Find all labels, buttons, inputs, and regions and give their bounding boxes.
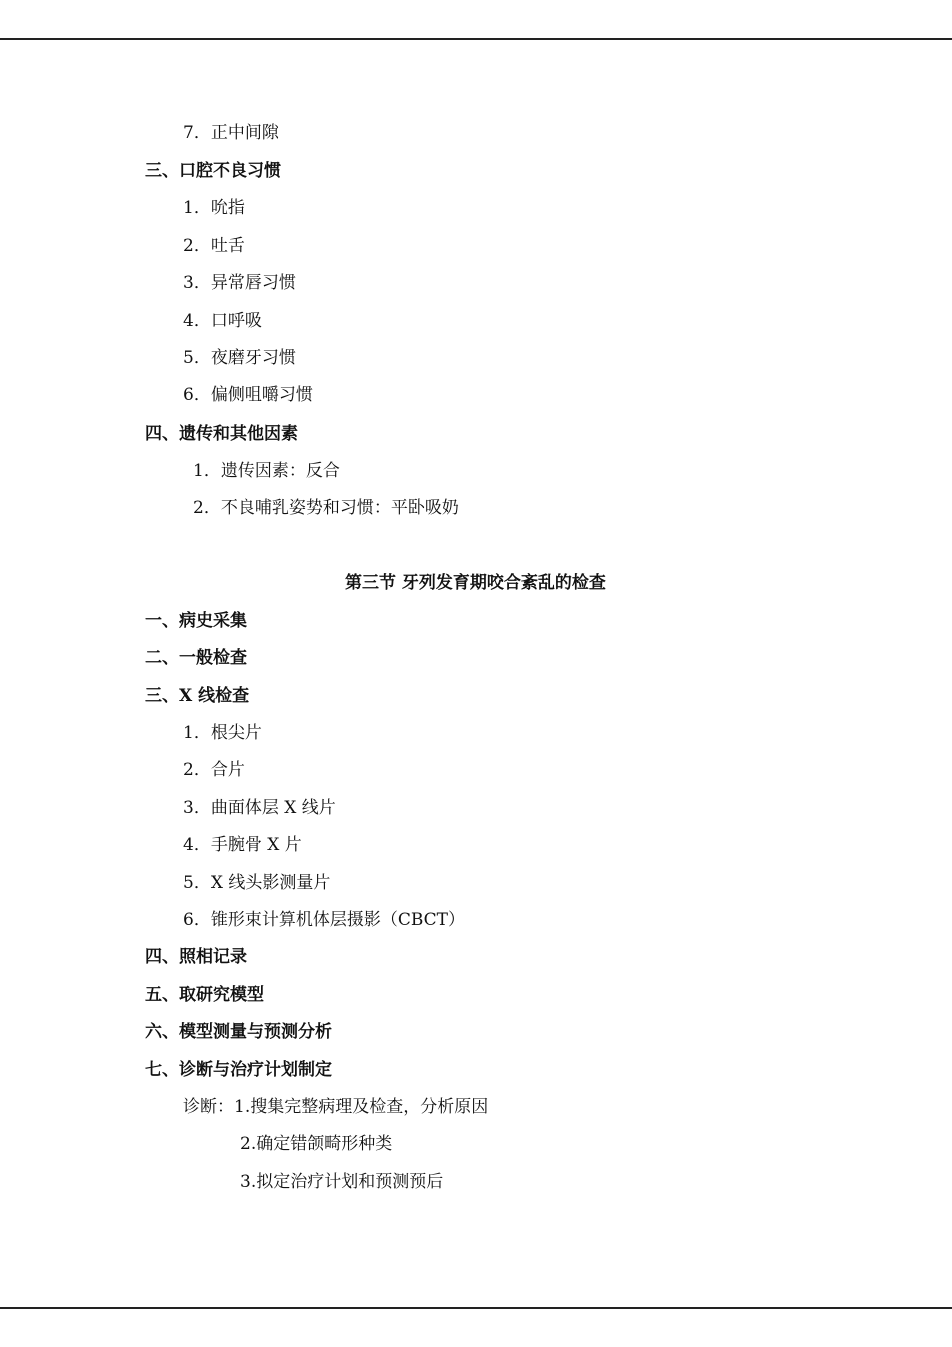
top-rule <box>0 38 952 40</box>
list-item: 1．吮指 <box>183 198 245 218</box>
list-item: 2．吐舌 <box>183 236 245 256</box>
list-item: 4．口呼吸 <box>183 311 262 331</box>
section-heading: 一、病史采集 <box>145 611 247 631</box>
list-item: 5．夜磨牙习惯 <box>183 348 296 368</box>
diagnosis-line: 2.确定错颌畸形种类 <box>240 1134 393 1154</box>
section-heading: 四、遗传和其他因素 <box>145 424 298 444</box>
list-item: 1．遗传因素：反合 <box>193 461 340 481</box>
list-item: 6．偏侧咀嚼习惯 <box>183 385 313 405</box>
list-item: 4．手腕骨 X 片 <box>183 835 302 855</box>
bottom-rule <box>0 1307 952 1309</box>
list-item: 3．异常唇习惯 <box>183 273 296 293</box>
list-item: 6．锥形束计算机体层摄影（CBCT） <box>183 910 465 930</box>
section-heading: 二、一般检查 <box>145 648 247 668</box>
list-item: 7．正中间隙 <box>183 123 279 143</box>
list-item: 5．X 线头影测量片 <box>183 873 331 893</box>
list-item: 2．合片 <box>183 760 245 780</box>
section-heading: 七、诊断与治疗计划制定 <box>145 1060 332 1080</box>
section-heading: 三、X 线检查 <box>145 686 250 706</box>
list-item: 1．根尖片 <box>183 723 262 743</box>
section-heading: 六、模型测量与预测分析 <box>145 1022 332 1042</box>
diagnosis-line: 诊断：1.搜集完整病理及检查，分析原因 <box>183 1097 489 1117</box>
list-item: 3．曲面体层 X 线片 <box>183 798 336 818</box>
list-item: 2．不良哺乳姿势和习惯：平卧吸奶 <box>193 498 459 518</box>
diagnosis-line: 3.拟定治疗计划和预测预后 <box>240 1172 444 1192</box>
section-heading: 三、口腔不良习惯 <box>145 161 281 181</box>
section-heading: 四、照相记录 <box>145 947 247 967</box>
chapter-title: 第三节 牙列发育期咬合紊乱的检查 <box>345 573 606 593</box>
section-heading: 五、取研究模型 <box>145 985 264 1005</box>
